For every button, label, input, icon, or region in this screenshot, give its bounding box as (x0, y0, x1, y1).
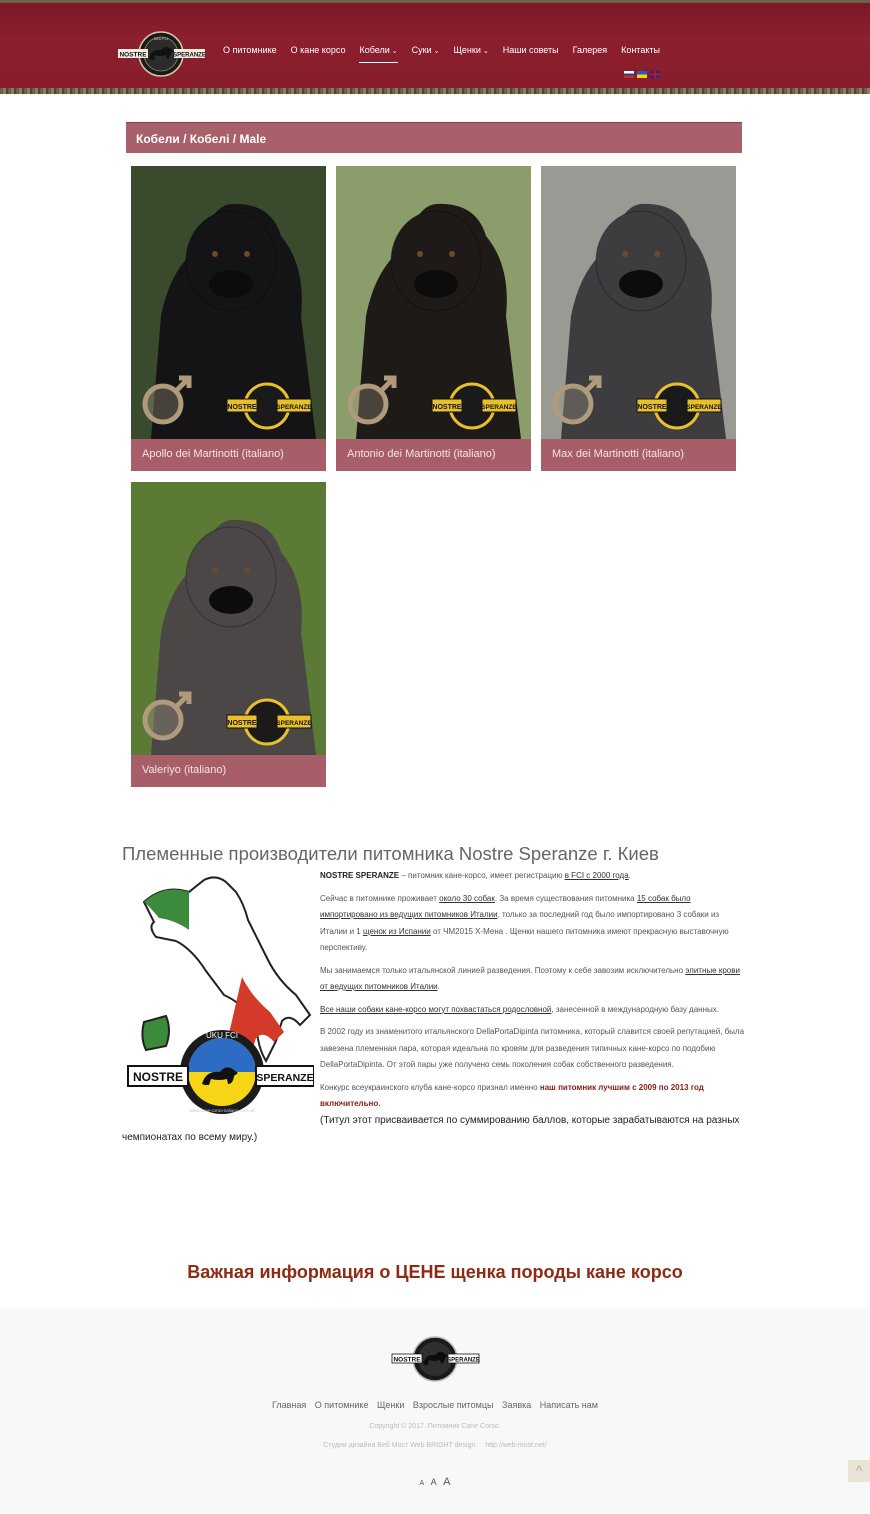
award-highlight: наш питомник лучшим с 2009 по 2013 год включительно. (320, 1082, 704, 1108)
kennel-badge-word-right: SPERANZE (686, 404, 722, 411)
text: Конкурс всеукраинского клуба кане-корсо признал именно (320, 1082, 540, 1092)
title-note-continued: чемпионатах по всему миру.) (122, 1132, 258, 1143)
article-paragraph (320, 891, 746, 957)
male-symbol-icon (555, 386, 591, 422)
kennel-badge-word-left: NOSTRE (227, 404, 257, 411)
footer-logo[interactable] (390, 1334, 480, 1384)
dog-name[interactable]: Max dei Martinotti (italiano) (541, 439, 736, 471)
italy-map-logo (124, 872, 314, 1130)
dog-eye (244, 251, 250, 257)
language-switcher (624, 71, 660, 78)
flag-ua-icon[interactable] (637, 71, 647, 78)
title-note: (Титул этот присваивается по суммированию баллов, которые зарабатываются на разных (320, 1115, 740, 1126)
footer-logo-word-left: NOSTRE (393, 1356, 421, 1364)
text: Сейчас в питомнике проживает (320, 893, 440, 903)
footer-link-adults[interactable]: Взрослые питомцы (412, 1400, 494, 1410)
nav-label: Кобели (359, 45, 390, 55)
nav-item-females[interactable] (412, 43, 440, 59)
font-size-controls (0, 1472, 870, 1490)
dog-muzzle (414, 270, 458, 298)
nav-item-males[interactable] (359, 43, 397, 59)
nav-item-kennel[interactable] (223, 43, 277, 59)
flag-ru-icon[interactable] (624, 71, 634, 78)
nav-label: Контакты (621, 45, 660, 55)
footer-logo-word-right: SPERANZE (447, 1357, 480, 1364)
article-paragraph (320, 868, 746, 885)
dog-card[interactable] (336, 166, 531, 471)
dog-eye (244, 567, 250, 573)
male-symbol-icon (145, 702, 181, 738)
studio-credit (0, 1442, 870, 1449)
dog-muzzle (209, 270, 253, 298)
article-paragraph (320, 963, 746, 996)
dog-eye (654, 251, 660, 257)
text: от ЧМ2015 Х-Мена . Щенки нашего питомника имеют прекрасную выставочную перспективу. (320, 926, 729, 952)
dog-name[interactable]: Antonio dei Martinotti (italiano) (336, 439, 531, 471)
dog-name[interactable]: Valeriyo (italiano) (131, 755, 326, 787)
map-logo-url: www.cane-corso-italiano.com.ua (189, 1108, 255, 1113)
kennel-badge-word-left: NOSTRE (227, 720, 257, 727)
logo-word-left: NOSTRE (119, 51, 147, 59)
text: Мы занимаемся только итальянской линией разведения. Поэтому к себе завозим исключительно (320, 965, 686, 975)
studio-url[interactable]: http://web-most.net/ (485, 1442, 547, 1449)
nav-item-advice[interactable] (503, 43, 559, 59)
kennel-badge-word-left: NOSTRE (637, 404, 667, 411)
studio-name[interactable]: Студия дизайна Веб Мост Web BRIGHT design (323, 1442, 476, 1449)
kennel-badge-word-right: SPERANZE (481, 404, 517, 411)
article-paragraph (320, 1080, 746, 1113)
font-size-small-button[interactable]: A (419, 1480, 425, 1487)
article-paragraph (320, 1002, 746, 1019)
nav-label: Наши советы (502, 45, 559, 55)
text: . (628, 871, 631, 880)
kennel-name: NOSTRE SPERANZE (320, 871, 400, 880)
chevron-down-icon: ⌄ (482, 48, 489, 55)
font-size-large-button[interactable]: A (443, 1476, 451, 1488)
footer-link-kennel[interactable]: О питомнике (314, 1400, 369, 1410)
header-border (0, 88, 870, 94)
nav-label: Суки (411, 45, 432, 55)
footer-link-request[interactable]: Заявка (502, 1400, 532, 1410)
text: . За время существования питомника (494, 893, 637, 903)
dog-eye (212, 567, 218, 573)
spain-puppy-link[interactable]: щенок из Испании (362, 926, 431, 936)
site-logo[interactable] (116, 29, 206, 79)
map-logo-word-left: NOSTRE (132, 1070, 184, 1084)
imported-dogs-link[interactable]: 15 собак было импортировано из ведущих питомников Италии (320, 893, 691, 919)
dog-eye (212, 251, 218, 257)
article-title: Племенные производители питомника Nostre Speranze г. Киев (122, 843, 659, 864)
text: , занесенной в международную базу данных. (551, 1004, 719, 1014)
chevron-down-icon: ⌄ (433, 48, 440, 55)
site-header (0, 0, 870, 94)
chevron-up-icon: ^ (855, 1463, 863, 1478)
text: , только за последний год было импортировано 3 собаки из Италии и 1 (320, 910, 720, 936)
nav-item-gallery[interactable] (573, 43, 608, 59)
footer-nav (0, 1400, 870, 1410)
flag-uk-icon[interactable] (650, 71, 660, 78)
text: . (437, 982, 440, 991)
dog-photo[interactable] (131, 482, 326, 755)
logo-ring-text: UKU FCI (154, 37, 168, 41)
dog-card[interactable] (541, 166, 736, 471)
dog-eye (449, 251, 455, 257)
dog-name[interactable]: Apollo dei Martinotti (italiano) (131, 439, 326, 471)
logo-word-right: SPERANZE (173, 52, 206, 59)
nav-label: Галерея (572, 45, 608, 55)
article-paragraph: В 2002 году из знаменитого итальянского DellaPortaDipinta питомника, который славится своей репутацией, была завезена племенная пара, которая идеальна по кровям для разведения типичных кане-корсо по подобию DellaPortaDipinta. От этой пары уже получено семь поколения собак собственного разведения. (320, 1027, 745, 1069)
nav-item-contacts[interactable] (621, 43, 660, 59)
price-info-link[interactable]: Важная информация о ЦЕНЕ щенка породы кане корсо (187, 1262, 683, 1282)
main-nav (216, 43, 667, 59)
dog-photo[interactable] (541, 166, 736, 439)
nav-label: О питомнике (223, 45, 277, 55)
dog-photo[interactable] (131, 166, 326, 439)
kennel-badge-word-right: SPERANZE (276, 404, 312, 411)
dog-muzzle (619, 270, 663, 298)
font-size-medium-button[interactable]: A (430, 1477, 437, 1487)
nav-label: О кане корсо (290, 45, 346, 55)
elite-blood-link[interactable]: элитные крови от ведущих питомников Италии (320, 965, 740, 991)
back-to-top-button[interactable] (848, 1460, 870, 1482)
male-symbol-icon (145, 386, 181, 422)
kennel-badge-word-right: SPERANZE (276, 720, 312, 727)
fci-link[interactable]: в FCI с 2000 года (564, 871, 629, 880)
dogs-count-link[interactable]: около 30 собак (439, 893, 495, 903)
chevron-down-icon: ⌄ (391, 48, 398, 55)
map-logo-word-right: SPERANZE (256, 1072, 314, 1084)
dog-card[interactable] (131, 166, 326, 471)
nav-item-puppies[interactable] (453, 43, 488, 59)
nav-label: Щенки (453, 45, 481, 55)
article-body (320, 868, 746, 1119)
dog-muzzle (209, 586, 253, 614)
pedigree-link[interactable]: Все наши собаки кане-корсо могут похвастаться родословной (320, 1004, 552, 1014)
text: – питомник кане-корсо, имеет регистрацию (399, 871, 565, 880)
dog-card[interactable] (131, 482, 326, 787)
category-title: Кобели / Кобелі / Male (126, 122, 742, 153)
nav-item-about-breed[interactable] (291, 43, 346, 59)
dog-eye (622, 251, 628, 257)
footer-link-puppies[interactable]: Щенки (376, 1400, 405, 1410)
footer-link-write-us[interactable]: Написать нам (539, 1400, 598, 1410)
male-symbol-icon (350, 386, 386, 422)
dog-eye (417, 251, 423, 257)
footer-link-home[interactable]: Главная (272, 1400, 307, 1410)
site-footer (0, 1308, 870, 1514)
kennel-badge-word-left: NOSTRE (432, 404, 462, 411)
copyright: Copyright © 2017. Питомник Cane Corso. (369, 1423, 501, 1430)
dog-photo[interactable] (336, 166, 531, 439)
map-logo-ring-text: UKU FCI (206, 1031, 238, 1040)
